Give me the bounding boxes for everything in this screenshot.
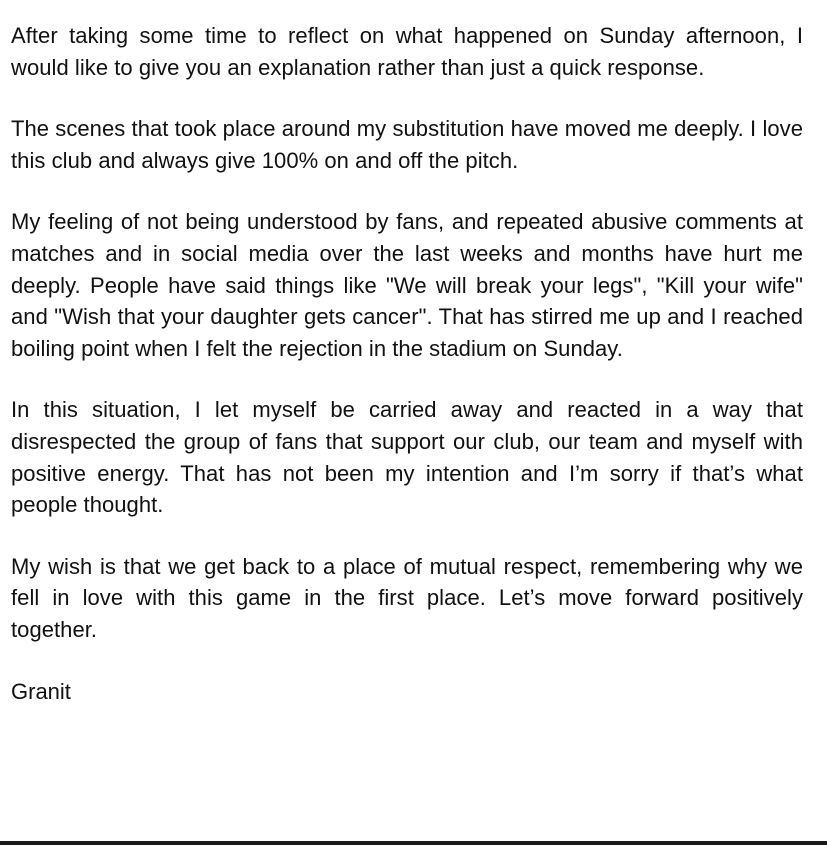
letter-body [11, 20, 803, 707]
paragraph-explanation: After taking some time to reflect on what happened on Sunday afternoon, I would like to give you an explanation rather than just a quick response. [11, 23, 803, 80]
paragraph-abuse: My feeling of not being understood by fans, and repeated abusive comments at matches and in social media over the last weeks and months have hurt me deeply. People have said things like "We will break your legs", "Kill your wife" and "Wish that your daughter gets cancer". That has stirred me up and I reached boiling point when I felt the rejection in the stadium on Sunday. [11, 209, 803, 361]
paragraph-substitution: The scenes that took place around my substitution have moved me deeply. I love this club and always give 100% on and off the pitch. [11, 116, 803, 173]
signature: Granit [11, 678, 71, 704]
paragraph-apology: In this situation, I let myself be carried away and reacted in a way that disrespected the group of fans that support our club, our team and myself with positive energy. That has not been my intention and I’m sorry if that’s what people thought. [11, 397, 803, 518]
bottom-border [0, 841, 827, 845]
paragraph-wish: My wish is that we get back to a place of mutual respect, remembering why we fell in love with this game in the first place. Let’s move forward positively together. [11, 553, 803, 642]
